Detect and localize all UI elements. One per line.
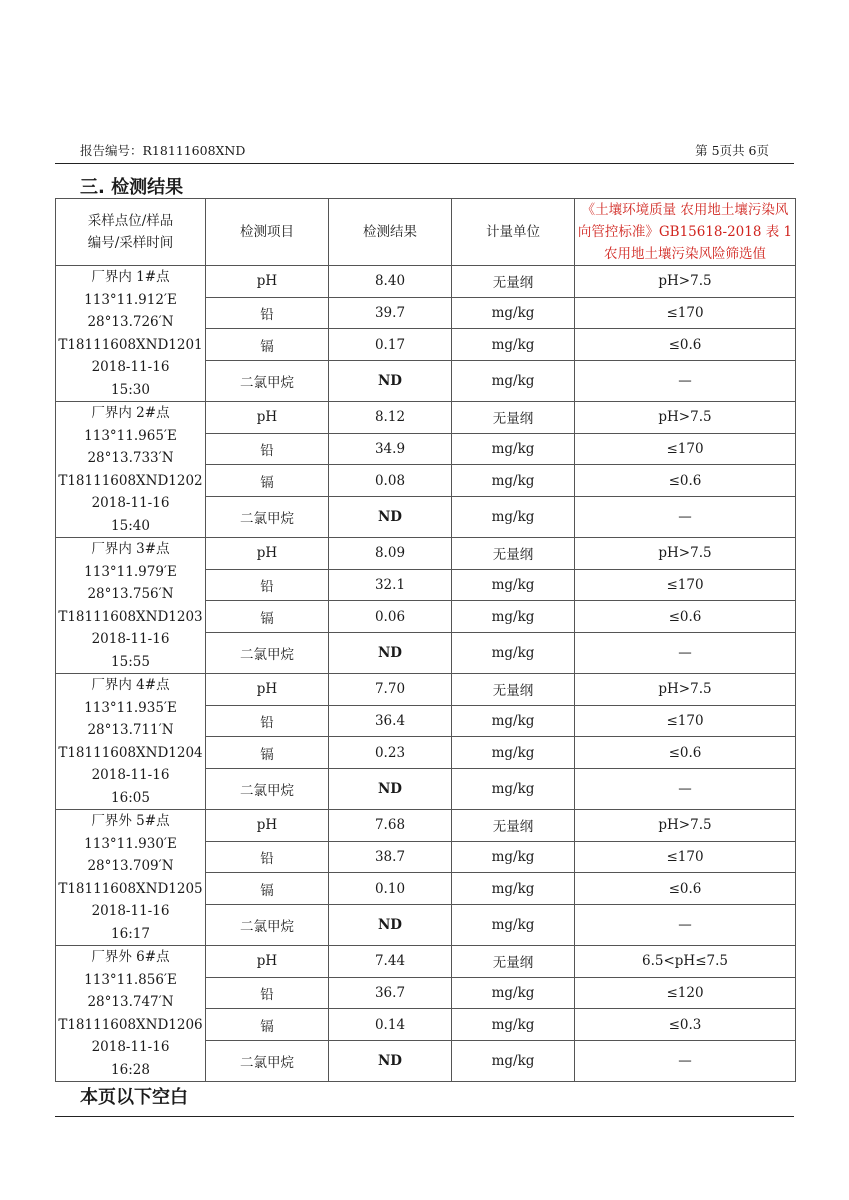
test-item-cell: 镉 (206, 329, 329, 361)
test-item-cell: pH (206, 538, 329, 570)
result-cell: 0.17 (329, 329, 452, 361)
unit-cell: mg/kg (452, 497, 575, 538)
unit-cell: mg/kg (452, 433, 575, 465)
sample-sample-id: T18111608XND1204 (58, 744, 203, 761)
table-row (56, 538, 796, 570)
result-cell: 7.44 (329, 946, 452, 978)
test-item-cell: 镉 (206, 601, 329, 633)
unit-cell: mg/kg (452, 841, 575, 873)
result-cell: ND (329, 497, 452, 538)
unit-cell: mg/kg (452, 297, 575, 329)
results-body (56, 266, 796, 1082)
test-item-cell: 镉 (206, 465, 329, 497)
sample-location: 厂界内 1#点 (91, 269, 170, 285)
sample-lat: 28°13.747′N (87, 994, 174, 1010)
unit-cell: mg/kg (452, 633, 575, 674)
unit-cell: mg/kg (452, 905, 575, 946)
result-cell: 0.08 (329, 465, 452, 497)
sample-time: 15:55 (111, 653, 150, 670)
section-title: 三. 检测结果 (80, 177, 184, 198)
unit-cell: mg/kg (452, 569, 575, 601)
standard-cell: ≤120 (575, 977, 796, 1009)
result-cell: 36.7 (329, 977, 452, 1009)
sample-info-cell (56, 810, 206, 946)
test-item-cell: pH (206, 266, 329, 298)
unit-cell: mg/kg (452, 737, 575, 769)
result-cell: 38.7 (329, 841, 452, 873)
sample-lon: 113°11.930′E (84, 835, 177, 852)
sample-lon: 113°11.912′E (84, 291, 177, 308)
unit-cell: mg/kg (452, 361, 575, 402)
test-item-cell: 铅 (206, 569, 329, 601)
sample-location: 厂界内 4#点 (91, 677, 170, 693)
standard-cell: — (575, 497, 796, 538)
unit-cell: mg/kg (452, 977, 575, 1009)
table-row (56, 946, 796, 978)
standard-cell: — (575, 769, 796, 810)
header-divider (55, 163, 794, 164)
standard-cell: ≤0.6 (575, 329, 796, 361)
sample-time: 16:28 (111, 1061, 150, 1078)
result-cell: 8.09 (329, 538, 452, 570)
table-row (56, 810, 796, 842)
unit-cell: 无量纲 (452, 946, 575, 978)
sample-lat: 28°13.726′N (87, 314, 174, 330)
unit-cell: mg/kg (452, 465, 575, 497)
sample-time: 16:17 (111, 925, 150, 942)
sample-date: 2018-11-16 (91, 631, 170, 647)
footer-note: 本页以下空白 (80, 1087, 188, 1108)
sample-lat: 28°13.709′N (87, 858, 174, 874)
test-item-cell: 铅 (206, 841, 329, 873)
test-item-cell: 二氯甲烷 (206, 633, 329, 674)
header-standard: 《土壤环境质量 农用地土壤污染风向管控标准》GB15618-2018 表 1 农用地土壤污染风险筛选值 (575, 199, 796, 266)
result-cell: 0.06 (329, 601, 452, 633)
sample-lat: 28°13.756′N (87, 586, 174, 602)
test-item-cell: 二氯甲烷 (206, 361, 329, 402)
sample-sample-id: T18111608XND1201 (58, 336, 203, 353)
unit-cell: mg/kg (452, 873, 575, 905)
sample-time: 15:30 (111, 381, 150, 398)
test-item-cell: 铅 (206, 977, 329, 1009)
standard-cell: ≤0.3 (575, 1009, 796, 1041)
unit-cell: 无量纲 (452, 674, 575, 706)
header-sample-line1: 采样点位/样品 (87, 213, 174, 229)
test-item-cell: pH (206, 810, 329, 842)
standard-cell: ≤170 (575, 705, 796, 737)
sample-info-cell (56, 266, 206, 402)
result-cell: 0.23 (329, 737, 452, 769)
standard-cell: pH>7.5 (575, 810, 796, 842)
standard-cell: ≤0.6 (575, 601, 796, 633)
table-row (56, 674, 796, 706)
sample-lat: 28°13.733′N (87, 450, 174, 466)
test-item-cell: 镉 (206, 1009, 329, 1041)
result-cell: ND (329, 633, 452, 674)
result-cell: 36.4 (329, 705, 452, 737)
unit-cell: mg/kg (452, 1041, 575, 1082)
unit-cell: mg/kg (452, 705, 575, 737)
sample-location: 厂界内 2#点 (91, 405, 170, 421)
sample-date: 2018-11-16 (91, 767, 170, 783)
standard-cell: ≤170 (575, 297, 796, 329)
standard-cell: 6.5<pH≤7.5 (575, 946, 796, 978)
test-item-cell: 二氯甲烷 (206, 1041, 329, 1082)
sample-lon: 113°11.965′E (84, 427, 177, 444)
sample-time: 15:40 (111, 517, 150, 534)
sample-date: 2018-11-16 (91, 903, 170, 919)
sample-location: 厂界外 5#点 (91, 813, 170, 829)
page-header (80, 141, 769, 159)
header-sample-line2: 编号/采样时间 (87, 235, 174, 251)
sample-location: 厂界外 6#点 (91, 949, 170, 965)
test-item-cell: 铅 (206, 433, 329, 465)
sample-lon: 113°11.979′E (84, 563, 177, 580)
results-table (55, 198, 796, 1082)
standard-cell: — (575, 633, 796, 674)
result-cell: 34.9 (329, 433, 452, 465)
test-item-cell: 二氯甲烷 (206, 905, 329, 946)
page-number: 第 5页共 6页 (695, 143, 769, 158)
standard-cell: pH>7.5 (575, 538, 796, 570)
standard-cell: ≤0.6 (575, 737, 796, 769)
test-item-cell: 镉 (206, 737, 329, 769)
sample-sample-id: T18111608XND1206 (58, 1016, 203, 1033)
result-cell: ND (329, 1041, 452, 1082)
unit-cell: mg/kg (452, 601, 575, 633)
standard-cell: — (575, 905, 796, 946)
header-sample (56, 199, 206, 266)
result-cell: 7.68 (329, 810, 452, 842)
test-item-cell: 铅 (206, 705, 329, 737)
footer-divider (55, 1116, 794, 1117)
sample-date: 2018-11-16 (91, 495, 170, 511)
result-cell: 0.14 (329, 1009, 452, 1041)
sample-time: 16:05 (111, 789, 150, 806)
result-cell: 8.12 (329, 402, 452, 434)
sample-info-cell (56, 538, 206, 674)
table-row (56, 266, 796, 298)
test-item-cell: 镉 (206, 873, 329, 905)
result-cell: 0.10 (329, 873, 452, 905)
result-cell: 32.1 (329, 569, 452, 601)
standard-cell: — (575, 1041, 796, 1082)
unit-cell: mg/kg (452, 769, 575, 810)
standard-cell: ≤0.6 (575, 465, 796, 497)
result-cell: ND (329, 905, 452, 946)
sample-info-cell (56, 674, 206, 810)
unit-cell: 无量纲 (452, 538, 575, 570)
unit-cell: 无量纲 (452, 402, 575, 434)
test-item-cell: 铅 (206, 297, 329, 329)
standard-cell: ≤170 (575, 841, 796, 873)
test-item-cell: pH (206, 946, 329, 978)
standard-cell: pH>7.5 (575, 402, 796, 434)
sample-sample-id: T18111608XND1205 (58, 880, 203, 897)
test-item-cell: 二氯甲烷 (206, 497, 329, 538)
sample-date: 2018-11-16 (91, 1039, 170, 1055)
header-unit: 计量单位 (452, 199, 575, 266)
standard-cell: ≤170 (575, 433, 796, 465)
table-row (56, 402, 796, 434)
sample-lon: 113°11.856′E (84, 971, 177, 988)
header-item: 检测项目 (206, 199, 329, 266)
test-item-cell: 二氯甲烷 (206, 769, 329, 810)
sample-info-cell (56, 402, 206, 538)
test-item-cell: pH (206, 402, 329, 434)
sample-location: 厂界内 3#点 (91, 541, 170, 557)
standard-cell: pH>7.5 (575, 674, 796, 706)
sample-lon: 113°11.935′E (84, 699, 177, 716)
sample-sample-id: T18111608XND1203 (58, 608, 203, 625)
standard-cell: ≤0.6 (575, 873, 796, 905)
result-cell: ND (329, 361, 452, 402)
sample-info-cell (56, 946, 206, 1082)
result-cell: 8.40 (329, 266, 452, 298)
standard-cell: ≤170 (575, 569, 796, 601)
result-cell: 7.70 (329, 674, 452, 706)
sample-date: 2018-11-16 (91, 359, 170, 375)
unit-cell: mg/kg (452, 1009, 575, 1041)
result-cell: 39.7 (329, 297, 452, 329)
test-item-cell: pH (206, 674, 329, 706)
unit-cell: 无量纲 (452, 266, 575, 298)
unit-cell: 无量纲 (452, 810, 575, 842)
standard-cell: — (575, 361, 796, 402)
result-cell: ND (329, 769, 452, 810)
sample-lat: 28°13.711′N (87, 722, 174, 738)
header-result: 检测结果 (329, 199, 452, 266)
unit-cell: mg/kg (452, 329, 575, 361)
sample-sample-id: T18111608XND1202 (58, 472, 203, 489)
standard-cell: pH>7.5 (575, 266, 796, 298)
report-number: 报告编号：R18111608XND (80, 143, 246, 158)
table-header-row (56, 199, 796, 266)
